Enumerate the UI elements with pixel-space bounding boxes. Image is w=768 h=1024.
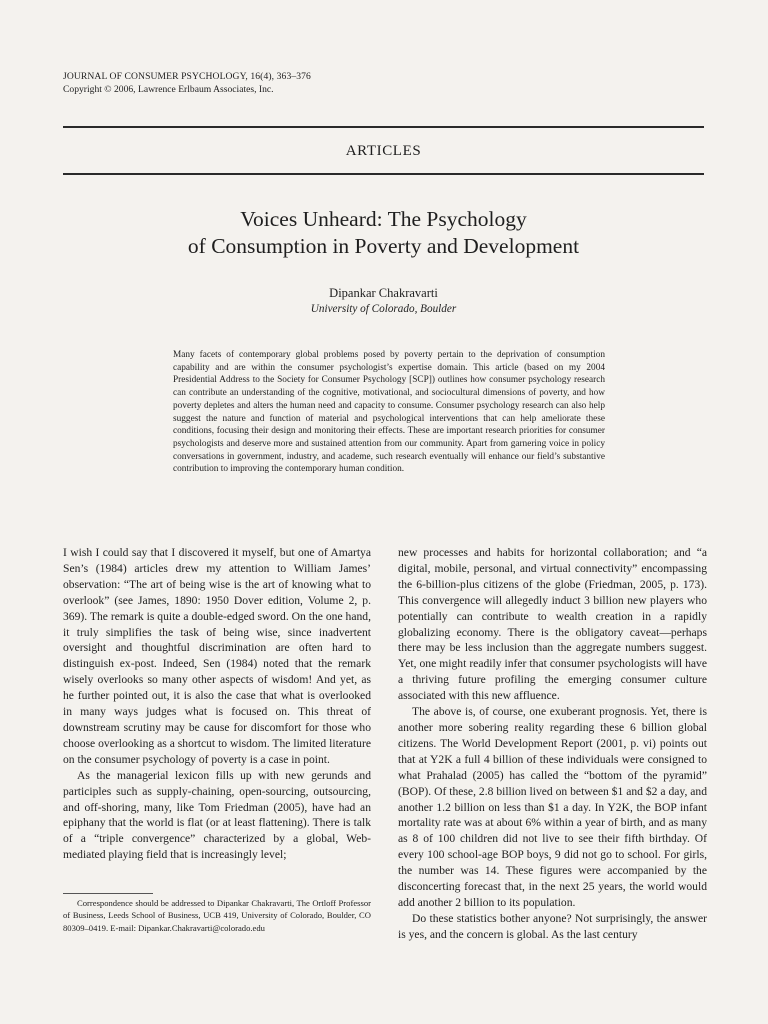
paragraph: I wish I could say that I discovered it myself, but one of Amartya Sen’s (1984) articles drew my attention to William James’ observation: “The art of being wise is the art of knowing what to overlook” (see James, 1890: 1950 Dover edition, Volume 2, p. 369). The remark is quite a double-edged sword. On the one hand, it truly simplifies the task of being wise, since inadvertent oversight and thoughtful discrimination are often hard to distinguish ex-post. Indeed, Sen (1984) noted that the remark wisely overlooks so many other aspects of wisdom! And yet, as he further pointed out, it is also the case that what is overlooked in many ways judges what is focused on. This threat of downstream scrutiny may be cause for discomfort for those who choose overlooking as a shortcut to wisdom. The limited literature on the consumer psychology of poverty is a case in point. [63,546,371,766]
paragraph: new processes and habits for horizontal collaboration; and “a digital, mobile, personal, and virtual connectivity” encompassing the 6-billion-plus citizens of the globe (Friedman, 2005, p. 173). This convergence will allegedly induct 3 billion new players who potentially can contribute to wealth creation in a rapidly globalizing economy. There is the obligatory caveat—perhaps there may be less inclusion than the aggregate numbers suggest. Yet, one might readily infer that consumer psychologists will have a thriving future profiling the emerging consumer culture associated with this new affluence. [398,546,707,703]
paragraph: The above is, of course, one exuberant prognosis. Yet, there is another more sobering reality regarding these 6 billion global citizens. The World Development Report (2001, p. vi) points out that at Y2K a full 4 billion of these individuals were consigned to what Prahalad (2005) has called the “bottom of the pyramid” (BOP). Of these, 2.8 billion lived on between $1 and $2 a day, and another 1.2 billion on less than $1 a day. In Y2K, the BOP infant mortality rate was at about 6% within a year of birth, and as many as 8 of 100 children did not live to see their fifth birthday. Of every 100 school-age BOP boys, 9 did not go to school. For girls, the number was 14. These figures were accompanied by the disconcerting forecast that, in the next 25 years, the world would add another 2 billion to its population. [398,705,707,909]
abstract: Many facets of contemporary global problems posed by poverty pertain to the deprivation of consumption capability and are within the consumer psychologist’s expertise domain. This article (based on my 2004 Presidential Address to the Society for Consumer Psychology [SCP]) outlines how consumer psychology research can contribute an understanding of the cognitive, motivational, and sociocultural dimensions of poverty, and how poverty depletes and alters the human need and capacity to consume. Consumer psychology research can also help suggest the nature and function of material and psychological interventions that can help ameliorate these conditions, focusing their design and monitoring their effects. These are important research priorities for consumer psychologists and deserve more and sustained attention from our community. Apart from garnering voice in policy conversations in government, industry, and academe, such research eventually will enhance our field’s substantive contribution to improving the contemporary human condition. [173,350,605,475]
author-affiliation: University of Colorado, Boulder [310,303,457,315]
paragraph: As the managerial lexicon fills up with new gerunds and participles such as supply-chaining, open-sourcing, outsourcing, and off-shoring, many, like Tom Friedman (2005), have had an epiphany that the world is flat (or at least flattening). There is talk of a “triple convergence” characterized by a global, Web-mediated playing field that is increasingly level; [63,768,371,862]
title-line-1: Voices Unheard: The Psychology [240,207,527,231]
footnote-rule [63,893,153,894]
paragraph: Do these statistics bother anyone? Not surprisingly, the answer is yes, and the concern is global. As the last century [398,911,707,941]
bottom-rule [63,173,704,175]
title-line-2: of Consumption in Poverty and Development [187,234,580,258]
correspondence-footnote: Correspondence should be addressed to Dipankar Chakravarti, The Ortloff Professor of Business, Leeds School of Business, UCB 419, University of Colorado, Boulder, CO 80309–0419. E-mail: Dipankar.Chakravarti@colorado.edu [63,898,371,933]
top-rule [63,126,704,128]
journal-citation: JOURNAL OF CONSUMER PSYCHOLOGY, 16(4), 363–376 [63,71,311,82]
body-column-left [63,545,371,863]
author-name: Dipankar Chakravarti [329,286,438,300]
copyright-line: Copyright © 2006, Lawrence Erlbaum Associates, Inc. [63,84,274,95]
body-column-right [398,545,707,943]
article-title [63,206,704,260]
section-heading: ARTICLES [345,143,422,159]
